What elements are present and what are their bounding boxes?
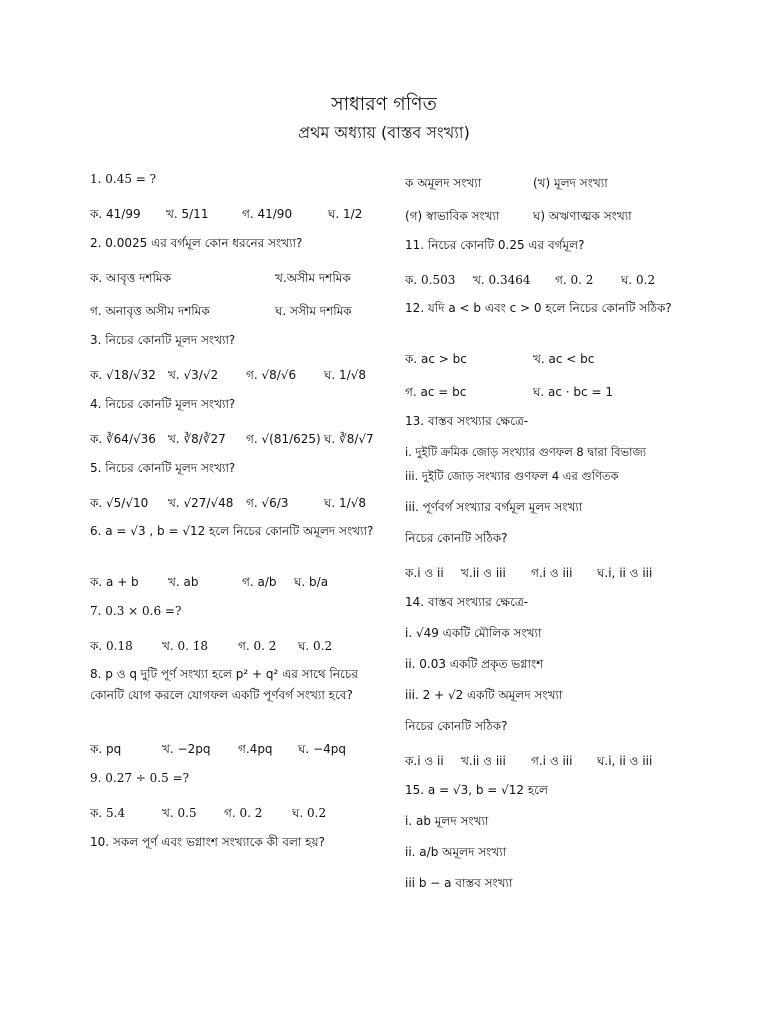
option-ga: গ.i ও iii xyxy=(531,753,573,768)
question-12-options-row1 xyxy=(405,344,705,377)
option-kha: খ. ∛8/∛27 xyxy=(168,431,226,446)
option-ka: ক. pq xyxy=(90,741,122,756)
option-ga: গ. 0. 2̇ xyxy=(555,272,594,287)
which-correct-prompt: নিচের কোনটি সঠিক? xyxy=(405,531,508,545)
statement-i: i. ab মূলদ সংখ্যা xyxy=(405,814,489,828)
option-ga: গ. √(81/625) xyxy=(246,431,321,446)
option-ga: গ.4pq xyxy=(238,741,273,756)
option-ga: গ. √8/√6 xyxy=(246,367,297,382)
question-4-options xyxy=(90,424,390,457)
question-1-options xyxy=(90,199,390,232)
question-3-options xyxy=(90,360,390,393)
option-gha: ঘ. 0.2 xyxy=(621,272,656,287)
statement-iii: iii. 2 + √2 একটি অমূলদ সংখ্যা xyxy=(405,688,563,702)
question-8: 8. p ও q দুটি পূর্ণ সংখ্যা হলে p² + q² এর সাথে নিচের কোনটি যোগ করলে যোগফল একটি পূর্ণবর্গ সংখ্যা হবে? xyxy=(90,667,358,702)
statement-ii: ii. a/b অমূলদ সংখ্যা xyxy=(405,845,507,859)
question-14-options xyxy=(405,746,705,779)
option-gha: ঘ. ac · bc = 1 xyxy=(533,384,613,399)
option-ga: গ. 41/90 xyxy=(242,206,293,221)
option-ga: গ. a/b xyxy=(242,574,277,589)
option-kha: খ.অসীম দশমিক xyxy=(275,270,351,285)
question-6-options xyxy=(90,567,390,600)
option-ga: গ.i ও iii xyxy=(531,565,573,580)
option-kha: খ. √27/√48 xyxy=(168,495,234,510)
option-gha: ঘ. 1/√8 xyxy=(324,495,367,510)
option-gha: ঘ. সসীম দশমিক xyxy=(275,303,352,318)
option-gha: ঘ. b/a xyxy=(294,574,329,589)
statement-ii: ii. 0.03 একটি প্রকৃত ভগ্নাংশ xyxy=(405,657,544,671)
option-ka: ক. 41/99 xyxy=(90,206,141,221)
question-13-options xyxy=(405,558,705,591)
statement-ii: iii. দুইটি জোড় সংখ্যার গুণফল 4 এর গুণিতক xyxy=(405,469,619,483)
option-gha: ঘ.i, ii ও iii xyxy=(597,753,653,768)
option-ka: ক.i ও ii xyxy=(405,753,444,768)
option-ga: গ. 0. 2̇ xyxy=(224,805,263,820)
question-10-options-row2 xyxy=(405,201,705,234)
option-kha: খ. 0. 1̇8̇ xyxy=(162,638,209,653)
option-ga: গ. ac = bc xyxy=(405,384,467,399)
option-ka: ক. 5.4 xyxy=(90,805,126,820)
question-2-options-row1 xyxy=(90,263,390,296)
question-7-options xyxy=(90,631,390,664)
question-8-options xyxy=(90,734,390,767)
option-ka: ক অমূলদ সংখ্যা xyxy=(405,175,482,190)
question-9: 9. 0.27̇ ÷ 0.5̇ =? xyxy=(90,771,190,785)
option-ka: ক. √18/√32 xyxy=(90,367,156,382)
option-gha: ঘ. ∛8/√7 xyxy=(324,431,374,446)
statement-i: i. √49 একটি মৌলিক সংখ্যা xyxy=(405,626,542,640)
option-gha: ঘ. 0.2 xyxy=(292,805,327,820)
statement-iii: iii. পূর্ণবর্গ সংখ্যার বর্গমূল মূলদ সংখ্যা xyxy=(405,500,583,514)
option-ga: (গ) স্বাভাবিক সংখ্যা xyxy=(405,208,500,223)
question-6: 6. a = √3 , b = √12 হলে নিচের কোনটি অমূলদ সংখ্যা? xyxy=(90,524,374,538)
option-kha: খ. ac < bc xyxy=(533,351,595,366)
option-kha: খ. −2pq xyxy=(162,741,211,756)
question-5: 5. নিচের কোনটি মূলদ সংখ্যা? xyxy=(90,461,236,475)
page-title: সাধারণ গণিত xyxy=(331,93,437,115)
question-14: 14. বাস্তব সংখ্যার ক্ষেত্রে- xyxy=(405,595,529,609)
option-ka: ক. 0.503 xyxy=(405,272,456,287)
question-4: 4. নিচের কোনটি মূলদ সংখ্যা? xyxy=(90,397,236,411)
option-kha: খ.ii ও iii xyxy=(461,565,506,580)
option-gha: ঘ. −4pq xyxy=(298,741,346,756)
option-ka: ক. ∛64/√36 xyxy=(90,431,156,446)
option-kha: (খ) মূলদ সংখ্যা xyxy=(533,175,608,190)
option-ka: ক. 0.18̇ xyxy=(90,638,133,653)
option-kha: খ. 0.3464 xyxy=(473,272,531,287)
chapter-subtitle: প্রথম অধ্যায় (বাস্তব সংখ্যা) xyxy=(298,123,470,142)
option-gha: ঘ) অঋণাত্মক সংখ্যা xyxy=(533,208,632,223)
option-kha: খ. 5/11 xyxy=(166,206,209,221)
option-ka: ক. a + b xyxy=(90,574,139,589)
option-gha: ঘ. 1/√8 xyxy=(324,367,367,382)
option-gha: ঘ. 0.2 xyxy=(298,638,333,653)
option-ka: ক. ac > bc xyxy=(405,351,467,366)
question-12-options-row2 xyxy=(405,377,705,410)
question-10-options-row1 xyxy=(405,168,705,201)
option-kha: খ.ii ও iii xyxy=(461,753,506,768)
option-kha: খ. ab xyxy=(168,574,199,589)
right-column xyxy=(405,168,705,903)
statement-iii: iii b − a বাস্তব সংখ্যা xyxy=(405,876,513,890)
question-3: 3. নিচের কোনটি মূলদ সংখ্যা? xyxy=(90,333,236,347)
question-5-options xyxy=(90,488,390,521)
option-gha: ঘ.i, ii ও iii xyxy=(597,565,653,580)
option-ga: গ. অনাবৃত্ত অসীম দশমিক xyxy=(90,303,210,318)
question-11: 11. নিচের কোনটি 0.25 এর বর্গমূল? xyxy=(405,238,585,252)
option-ga: গ. 0. 2̇ xyxy=(238,638,277,653)
option-ka: ক. √5/√10 xyxy=(90,495,149,510)
statement-i: i. দুইটি ক্রমিক জোড় সংখ্যার গুণফল 8 দ্বারা বিভাজ্য xyxy=(405,445,647,459)
question-2: 2. 0.0025 এর বর্গমূল কোন ধরনের সংখ্যা? xyxy=(90,236,303,250)
question-1: 1. 0.45̇ = ? xyxy=(90,172,157,186)
option-ga: গ. √6/3 xyxy=(246,495,289,510)
which-correct-prompt: নিচের কোনটি সঠিক? xyxy=(405,719,508,733)
option-gha: ঘ. 1/2 xyxy=(328,206,363,221)
option-kha: খ. 0.5 xyxy=(162,805,197,820)
question-15: 15. a = √3, b = √12 হলে xyxy=(405,783,548,797)
question-12: 12. যদি a < b এবং c > 0 হলে নিচের কোনটি সঠিক? xyxy=(405,301,672,315)
question-9-options xyxy=(90,798,390,831)
question-7: 7. 0.3 × 0.6̇ =? xyxy=(90,604,182,618)
question-10: 10. সকল পূর্ণ এবং ভগ্নাংশ সংখ্যাকে কী বলা হয়? xyxy=(90,835,325,849)
option-ka: ক.i ও ii xyxy=(405,565,444,580)
option-kha: খ. √3/√2 xyxy=(168,367,219,382)
left-column xyxy=(90,168,390,862)
question-2-options-row2 xyxy=(90,296,390,329)
option-ka: ক. আবৃত্ত দশমিক xyxy=(90,270,171,285)
question-11-options xyxy=(405,265,705,298)
question-13: 13. বাস্তব সংখ্যার ক্ষেত্রে- xyxy=(405,414,529,428)
